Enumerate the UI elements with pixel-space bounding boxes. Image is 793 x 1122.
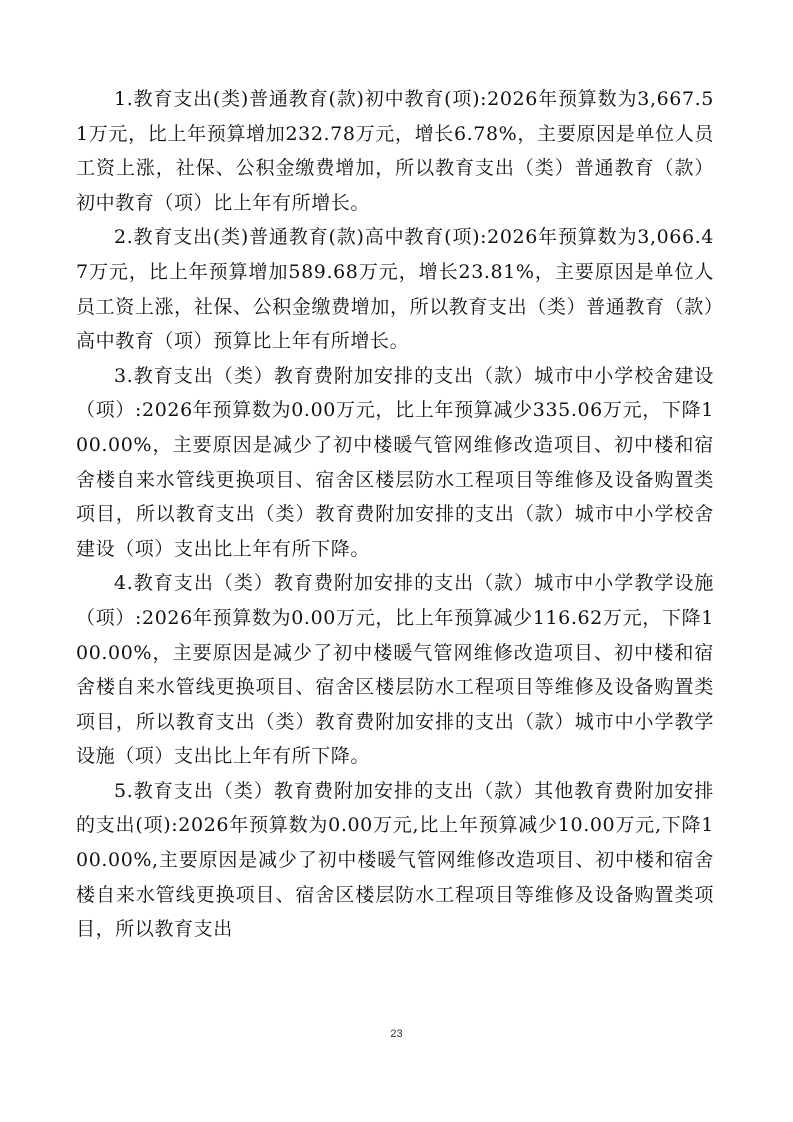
paragraph-3: 3.教育支出（类）教育费附加安排的支出（款）城市中小学校舍建设（项）:2026年预算数为0.00万元，比上年预算减少335.06万元，下降100.00%，主要原因是减少了初中楼暖气管网维修改造项目、初中楼和宿舍楼自来水管线更换项目、宿舍区楼层防水工程项目等维修及设备购置类项目，所以教育支出（类）教育费附加安排的支出（款）城市中小学校舍建设（项）支出比上年有所下降。	[76, 364, 714, 560]
paragraph-1: 1.教育支出(类)普通教育(款)初中教育(项):2026年预算数为3,667.51万元，比上年预算增加232.78万元，增长6.78%，主要原因是单位人员工资上涨，社保、公积金缴费增加，所以教育支出（类）普通教育（款）初中教育（项）比上年有所增长。	[76, 88, 714, 214]
paragraph-5: 5.教育支出（类）教育费附加安排的支出（款）其他教育费附加安排的支出(项):2026年预算数为0.00万元,比上年预算减少10.00万元,下降100.00%,主要原因是减少了初中楼暖气管网维修改造项目、初中楼和宿舍楼自来水管线更换项目、宿舍区楼层防水工程项目等维修及设备购置类项目，所以教育支出	[76, 779, 714, 941]
paragraph-4: 4.教育支出（类）教育费附加安排的支出（款）城市中小学教学设施（项）:2026年预算数为0.00万元，比上年预算减少116.62万元，下降100.00%，主要原因是减少了初中楼暖气管网维修改造项目、初中楼和宿舍楼自来水管线更换项目、宿舍区楼层防水工程项目等维修及设备购置类项目，所以教育支出（类）教育费附加安排的支出（款）城市中小学教学设施（项）支出比上年有所下降。	[76, 572, 714, 768]
page-number: 23	[390, 1028, 403, 1040]
paragraph-2: 2.教育支出(类)普通教育(款)高中教育(项):2026年预算数为3,066.47万元，比上年预算增加589.68万元，增长23.81%，主要原因是单位人员工资上涨，社保、公积金缴费增加，所以教育支出（类）普通教育（款）高中教育（项）预算比上年有所增长。	[76, 226, 714, 353]
document-body	[76, 82, 714, 947]
